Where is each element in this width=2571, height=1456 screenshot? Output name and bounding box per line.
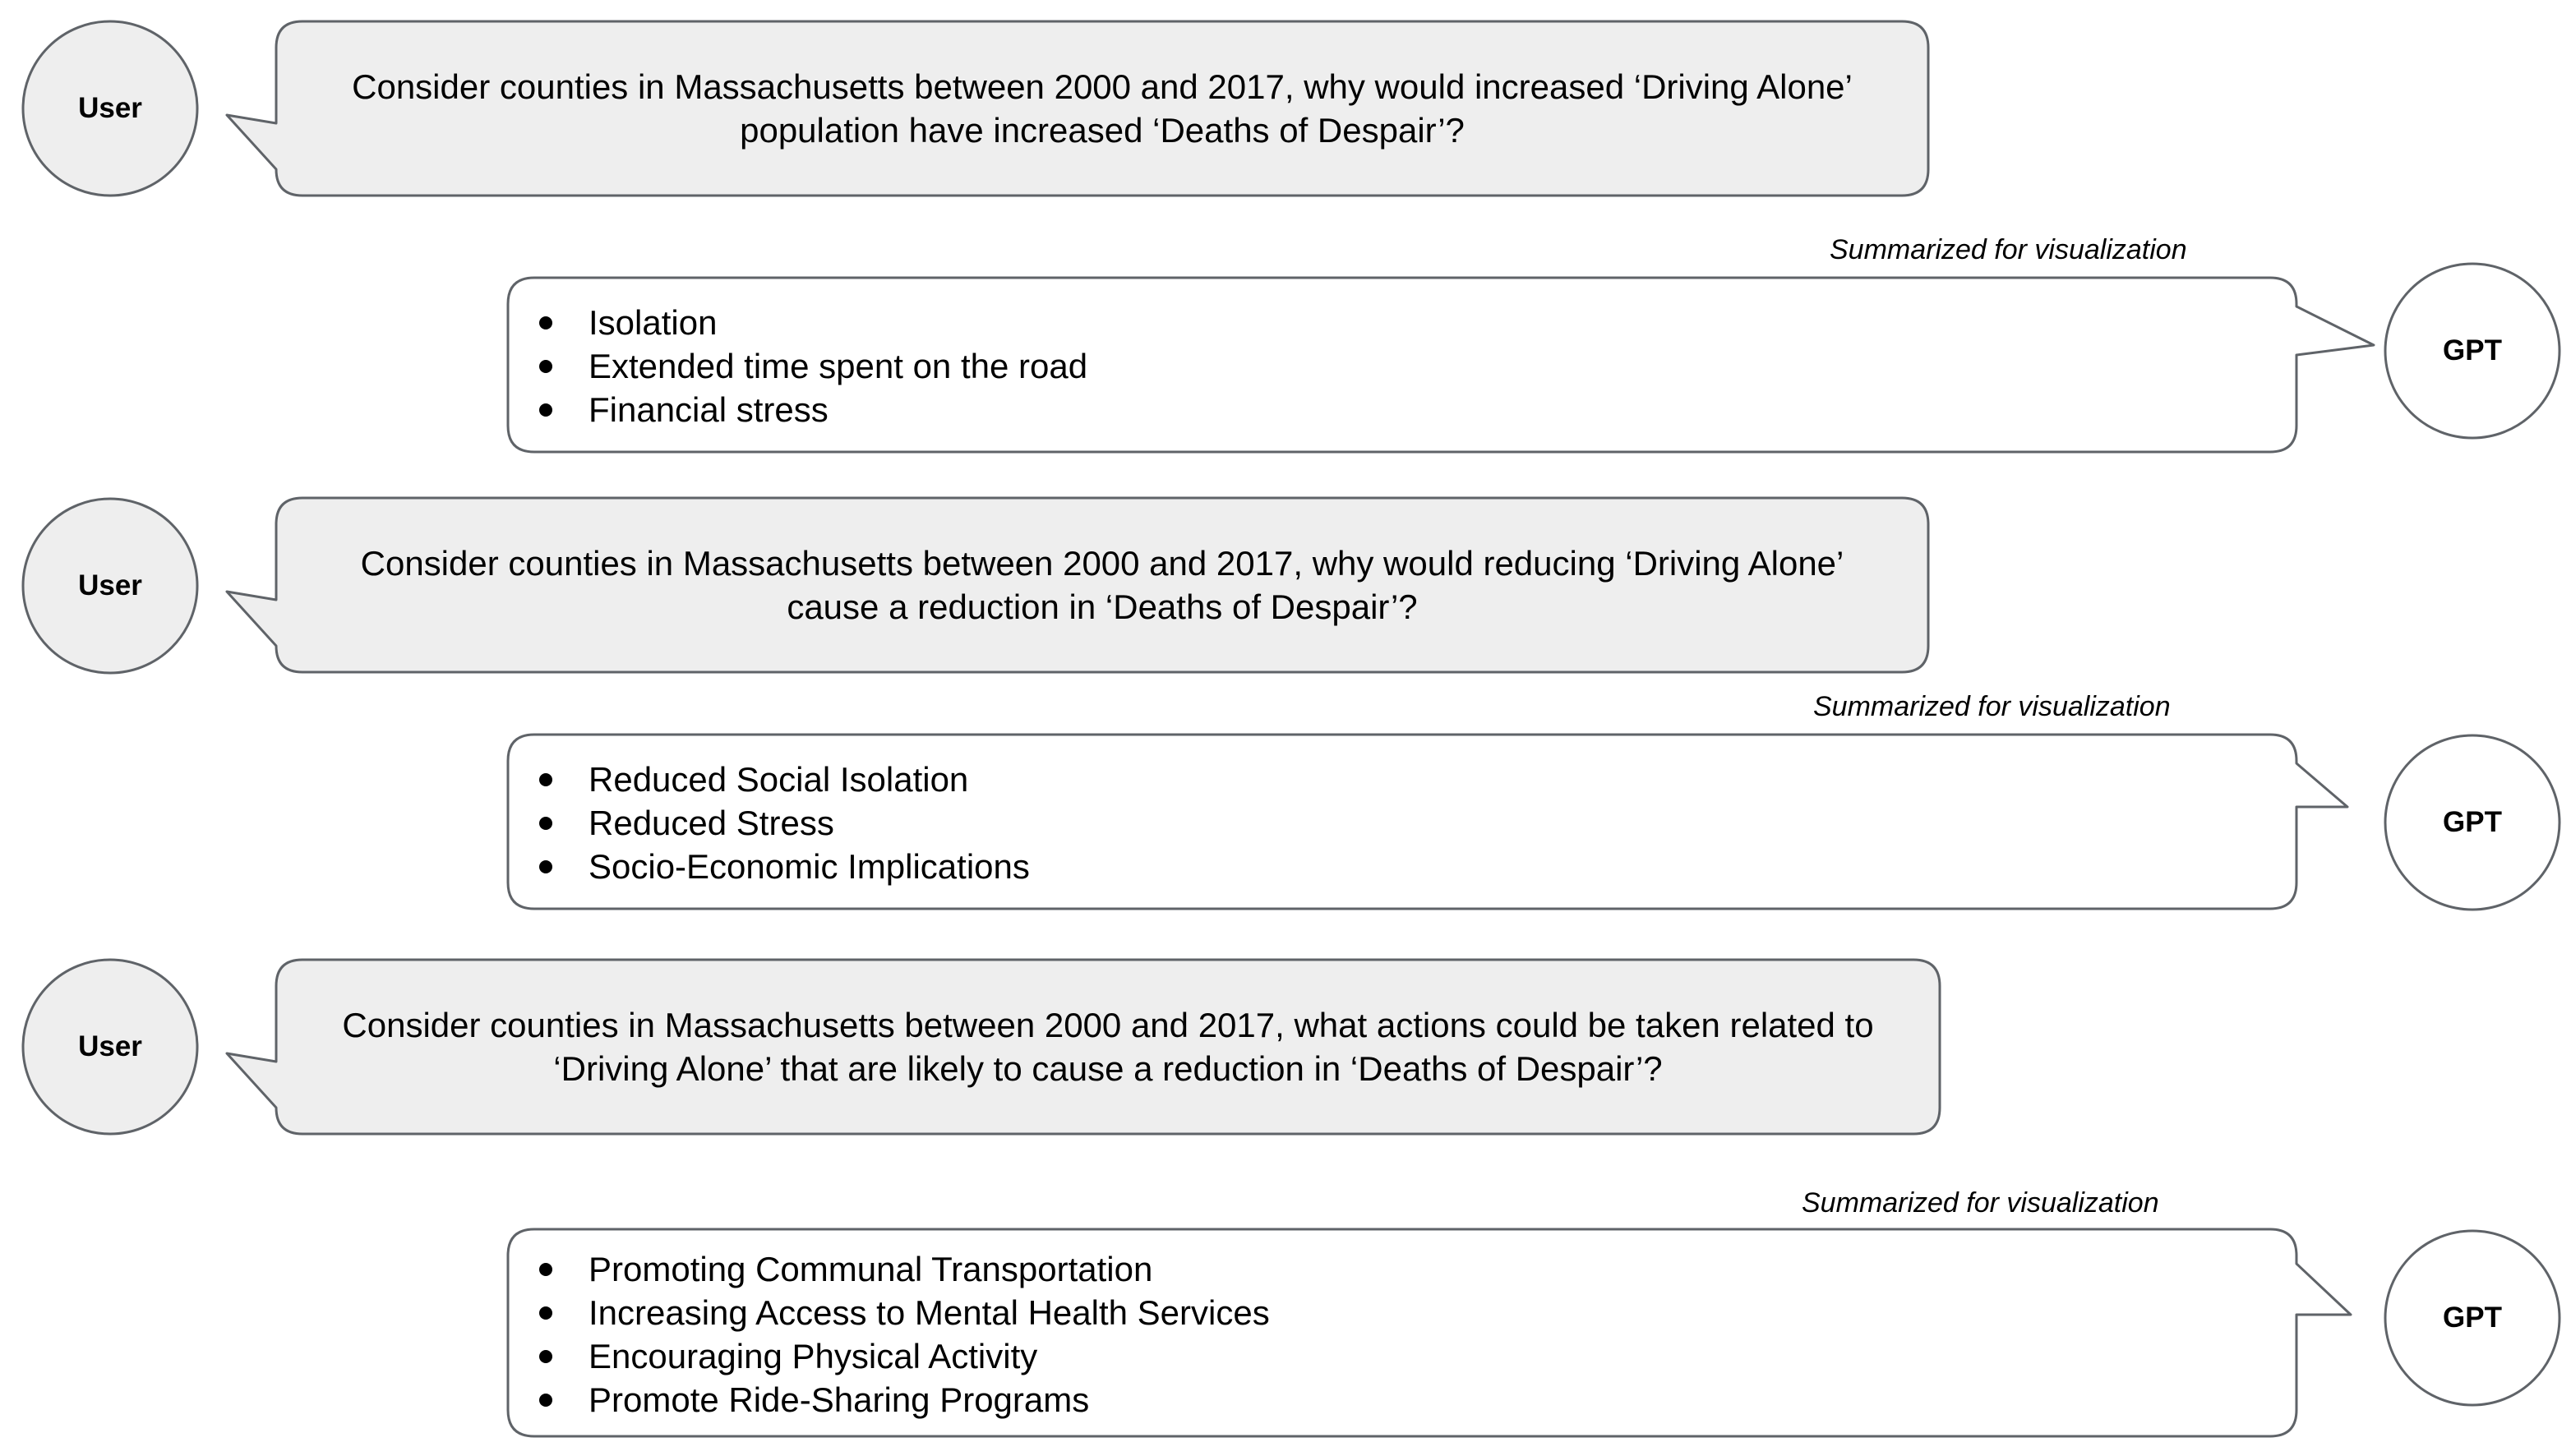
gpt-answer-item: Reduced Social Isolation <box>536 758 1030 801</box>
user-question-2 <box>276 498 1928 672</box>
user-question-2-line-2: cause a reduction in ‘Deaths of Despair’? <box>787 587 1418 626</box>
gpt-answer-item: Isolation <box>536 301 1087 344</box>
user-avatar-label-2: User <box>78 569 142 601</box>
gpt-answer-item: Increasing Access to Mental Health Services <box>536 1291 1270 1334</box>
gpt-avatar-label-2: GPT <box>2443 806 2502 838</box>
gpt-answer-item: Encouraging Physical Activity <box>536 1334 1270 1378</box>
gpt-answer-item: Promote Ride-Sharing Programs <box>536 1378 1270 1421</box>
gpt-avatar-label-3: GPT <box>2443 1302 2502 1334</box>
user-question-2-line-1: Consider counties in Massachusetts between 2000 and 2017, why would reducing ‘Driving Alone’ <box>360 544 1844 583</box>
user-question-3 <box>276 960 1940 1134</box>
gpt-answer-item: Promoting Communal Transportation <box>536 1247 1270 1291</box>
gpt-answer-list-3 <box>536 1247 1270 1421</box>
summary-note-1: Summarized for visualization <box>1830 234 2187 265</box>
gpt-answer-item: Financial stress <box>536 388 1087 431</box>
gpt-answer-item: Socio-Economic Implications <box>536 845 1030 888</box>
summary-note-2: Summarized for visualization <box>1813 691 2171 722</box>
gpt-answer-list-2 <box>536 758 1030 888</box>
user-avatar-label-3: User <box>78 1030 142 1062</box>
user-avatar-label-1: User <box>78 92 142 124</box>
gpt-avatar-label-1: GPT <box>2443 334 2502 366</box>
gpt-answer-item: Reduced Stress <box>536 801 1030 845</box>
user-question-3-line-2: ‘Driving Alone’ that are likely to cause a reduction in ‘Deaths of Despair’? <box>553 1049 1663 1088</box>
user-question-1-line-1: Consider counties in Massachusetts between 2000 and 2017, why would increased ‘Driving Alone’ <box>352 67 1853 106</box>
gpt-answer-list-1 <box>536 301 1087 431</box>
gpt-answer-item: Extended time spent on the road <box>536 344 1087 388</box>
user-question-3-line-1: Consider counties in Massachusetts between 2000 and 2017, what actions could be taken related to <box>342 1006 1874 1044</box>
user-question-1-line-2: population have increased ‘Deaths of Despair’? <box>740 111 1465 150</box>
user-question-1 <box>276 21 1928 196</box>
summary-note-3: Summarized for visualization <box>1802 1187 2159 1219</box>
